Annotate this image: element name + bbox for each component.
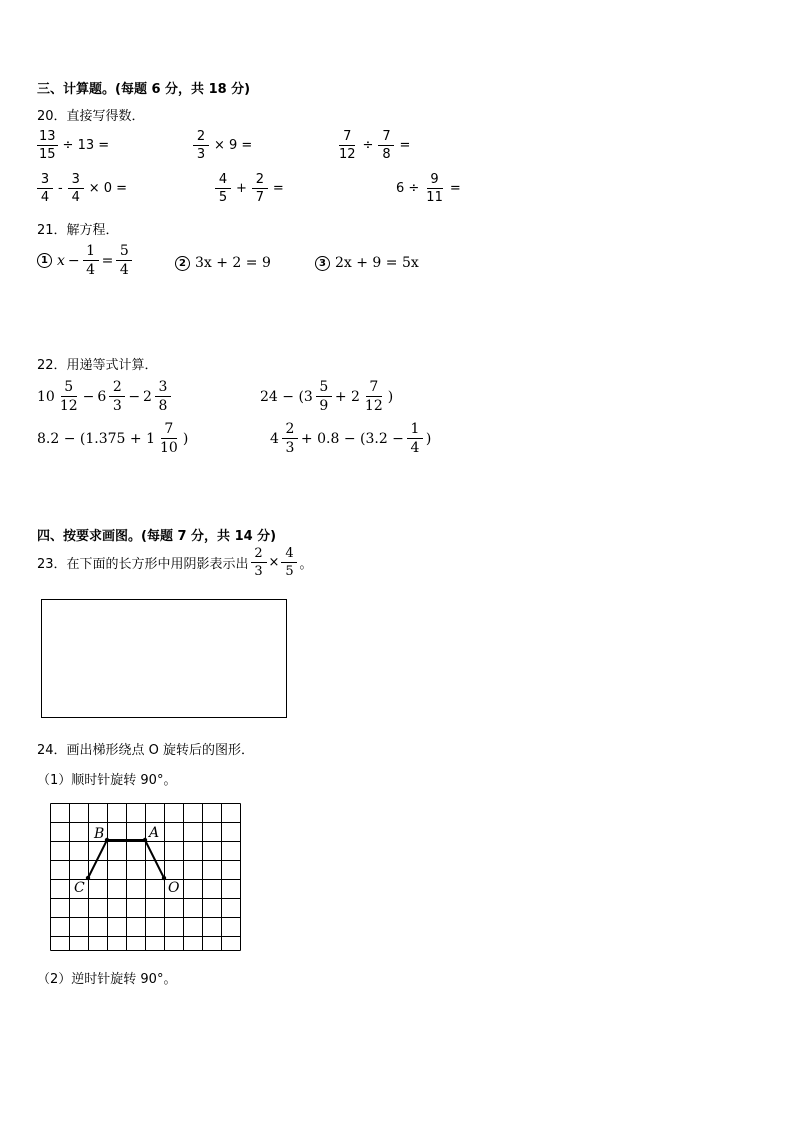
q22-title: 22．用递等式计算． [37, 358, 158, 373]
q20-item-1: $\frac{13}{15}$ ÷ 13 = [39, 129, 110, 162]
fraction: $\frac{7}{12}$ [364, 379, 383, 414]
q20-item-3: $\frac{7}{12}$ ÷ $\frac{7}{8}$ = [339, 129, 411, 162]
fraction: $\frac{7}{8}$ [378, 130, 394, 161]
q20-title: 20．直接写得数． [37, 109, 145, 124]
section-3-title: 三、计算题。(每题 6 分，共 18 分) [37, 82, 251, 97]
fraction: $\frac{4}{5}$ [281, 547, 297, 578]
answer-rectangle[interactable] [41, 599, 287, 718]
fraction: $\frac{2}{3}$ [193, 130, 209, 161]
fraction: $\frac{2}{7}$ [252, 173, 268, 204]
label-B: B [94, 826, 105, 842]
q22-problem-1: 10 $\frac{5}{12}$ − 6 $\frac{2}{3}$ − 2 $\frac{3}{8}$ [37, 380, 171, 413]
q21-equation-3: 3 2x + 9 = 5x [315, 255, 419, 271]
fraction: $\frac{1}{4}$ [407, 422, 423, 455]
fraction: $\frac{7}{12}$ [339, 129, 356, 162]
q24-part-2: （2）逆时针旋转 90°。 [37, 972, 177, 987]
fraction: $\frac{2}{3}$ [109, 380, 125, 413]
section-4-title: 四、按要求画图。(每题 7 分，共 14 分) [37, 529, 277, 544]
fraction: $\frac{1}{4}$ [83, 244, 99, 277]
point-B [105, 838, 109, 842]
fraction: $\frac{13}{15}$ [39, 129, 56, 162]
q22-problem-2: 24 − (3 $\frac{5}{9}$ + 2 $\frac{7}{12}$ ) [260, 379, 394, 414]
point-C [86, 876, 90, 880]
q21-equation-1: 1 x − $\frac{1}{4}$ = $\frac{5}{4}$ [37, 244, 132, 277]
point-A [143, 838, 147, 842]
q24-part-1: （1）顺时针旋转 90°。 [37, 773, 177, 788]
q20-item-5: $\frac{4}{5}$ + $\frac{2}{7}$ = [215, 173, 284, 204]
circled-number: 2 [175, 256, 190, 271]
fraction: $\frac{7}{10}$ [159, 421, 178, 456]
q24-title: 24．画出梯形绕点 O 旋转后的图形． [37, 743, 255, 758]
point-O [162, 876, 166, 880]
q20-item-2: $\frac{2}{3}$ × 9 = [193, 130, 252, 161]
fraction: $\frac{3}{8}$ [155, 380, 171, 413]
q20-item-6: 6 ÷ $\frac{9}{11}$ = [396, 172, 461, 205]
label-A: A [149, 825, 160, 841]
fraction: $\frac{2}{3}$ [282, 422, 298, 455]
label-C: C [74, 880, 85, 896]
fraction: $\frac{5}{12}$ [59, 379, 78, 414]
circled-number: 3 [315, 256, 330, 271]
circled-number: 1 [37, 253, 52, 268]
fraction: $\frac{3}{4}$ [68, 173, 84, 204]
grid-diagram[interactable] [50, 803, 244, 951]
fraction: $\frac{4}{5}$ [215, 173, 231, 204]
fraction: $\frac{5}{9}$ [316, 380, 332, 413]
q21-equation-2: 2 3x + 2 = 9 [175, 255, 271, 271]
fraction: $\frac{3}{4}$ [37, 173, 53, 204]
fraction: $\frac{9}{11}$ [426, 172, 443, 205]
label-O: O [168, 880, 180, 896]
q22-problem-3: 8.2 − (1.375 + 1 $\frac{7}{10}$ ) [37, 421, 189, 456]
fraction: $\frac{2}{3}$ [251, 547, 267, 578]
q22-problem-4: 4 $\frac{2}{3}$ + 0.8 − (3.2 − $\frac{1}{4}$ ) [270, 421, 432, 456]
fraction: $\frac{5}{4}$ [116, 244, 132, 277]
q23-prompt: 23．在下面的长方形中用阴影表示出 $\frac{2}{3}$ × $\frac{4}{5}$ 。 [37, 546, 313, 579]
q20-item-4: $\frac{3}{4}$ - $\frac{3}{4}$ × 0 = [37, 173, 127, 204]
grid-lines [51, 804, 241, 951]
q21-title: 21．解方程． [37, 223, 119, 238]
